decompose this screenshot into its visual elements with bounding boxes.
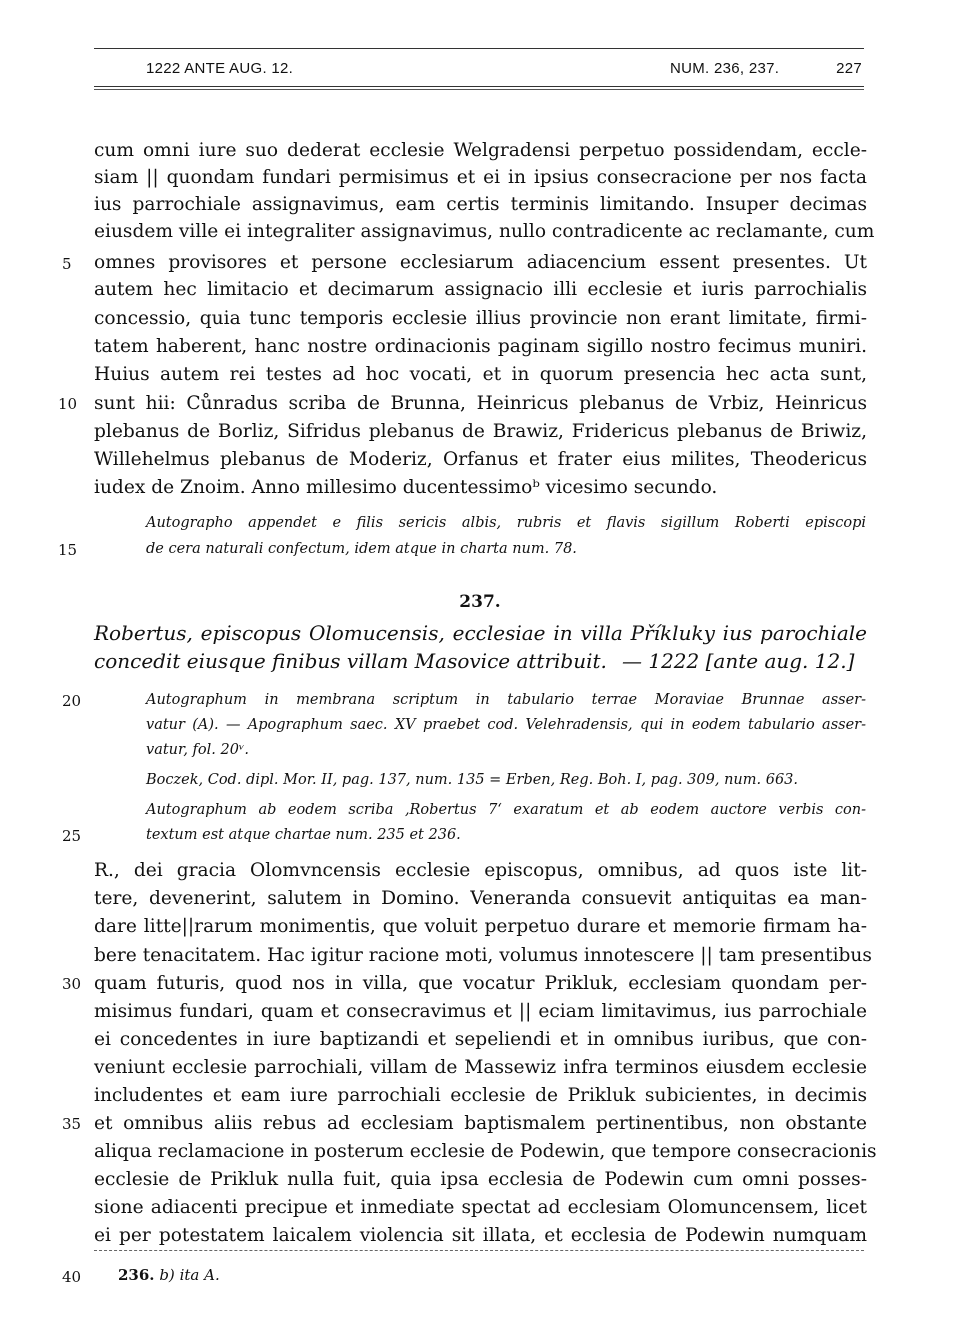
header-doc-numbers: NUM. 236, 237.	[670, 60, 780, 77]
header-rule-bottom	[94, 86, 864, 87]
footnote-ref: 236.	[118, 1266, 155, 1284]
text-236-line: Huius autem rei testes ad hoc vocati, et in quorum presencia hec acta sunt,	[94, 364, 867, 385]
line-number: 15	[58, 541, 78, 559]
line-number: 25	[62, 827, 82, 845]
text-236-line: ius parrochiale assignavimus, eam certis terminis limitando. Insuper decimas	[94, 194, 867, 215]
page-number: 227	[836, 60, 862, 77]
text-236-line: concessio, quia tunc temporis ecclesie illius provincie non erant limitate, firmi-	[94, 308, 867, 329]
text-237-line: ei per potestatem laicalem violencia sit illata, et ecclesia de Podewin numquam	[94, 1225, 867, 1246]
line-number: 10	[58, 395, 78, 413]
text-236-line: Willehelmus plebanus de Moderiz, Orfanus et frater eius milites, Theodericus	[94, 449, 867, 470]
footnote-text: ita A.	[179, 1266, 220, 1284]
text-237-line: dare litte||rarum monimentis, que voluit perpetuo durare et memorie firmam ha-	[94, 916, 867, 937]
note-237-line: Autographum ab eodem scriba ‚Robertus 7‘ exaratum et ab eodem auctore verbis con-	[146, 802, 866, 818]
note-237-edition: Boczek, Cod. dipl. Mor. II, pag. 137, num. 135 = Erben, Reg. Boh. I, pag. 309, num. 663.	[146, 772, 799, 788]
note-237-line: vatur (A). — Apographum saec. XV praebet cod. Velehradensis, qui in eodem tabulario asser-	[146, 717, 866, 733]
text-236-line: omnes provisores et persone ecclesiarum adiacencium essent presentes. Ut	[94, 252, 867, 273]
regest-line: Robertus, episcopus Olomucensis, ecclesiae in villa Příkluky ius parochiale	[94, 621, 867, 645]
text-237-line: veniunt ecclesie parrochiali, villam de Massewiz infra terminos eiusdem ecclesie	[94, 1057, 867, 1078]
line-number: 35	[62, 1115, 82, 1133]
footnote-rule	[94, 1250, 864, 1251]
text-237-line: includentes et eam iure parrochiali ecclesie de Prikluk subicientes, in decimis	[94, 1085, 867, 1106]
document-number: 237.	[459, 592, 501, 612]
running-header	[94, 48, 864, 94]
text-236-line: cum omni iure suo dederat ecclesie Welgradensi perpetuo possidendam, eccle-	[94, 140, 867, 161]
line-number: 30	[62, 975, 82, 993]
text-237-line: et omnibus aliis rebus ad ecclesiam baptismalem pertinentibus, non obstante	[94, 1113, 867, 1134]
text-237-line: tere, devenerint, salutem in Domino. Veneranda consuevit antiquitas ea man-	[94, 888, 867, 909]
text-237-line: R., dei gracia Olomvncensis ecclesie episcopus, omnibus, ad quos iste lit-	[94, 860, 867, 881]
line-number: 20	[62, 692, 82, 710]
note-237-line: textum est atque chartae num. 235 et 236.	[146, 827, 461, 843]
line-number: 5	[62, 255, 72, 273]
line-number: 40	[62, 1268, 82, 1286]
note-236-line: Autographo appendet e filis sericis albis, rubris et flavis sigillum Roberti episcopi	[146, 515, 866, 531]
text-237-line: ei concedentes in iure baptizandi et sepeliendi et in omnibus iuribus, que con-	[94, 1029, 867, 1050]
text-237-line: quam futuris, quod nos in villa, que vocatur Prikluk, ecclesiam quondam per-	[94, 973, 867, 994]
regest-line: concedit eiusque finibus villam Masovice attribuit.	[94, 649, 607, 673]
note-236-line: de cera naturali confectum, idem atque in charta num. 78.	[146, 541, 577, 557]
footnote	[118, 1266, 220, 1284]
text-236-line: tatem haberent, hanc nostre ordinacionis paginam sigillo nostro fecimus muniri.	[94, 336, 867, 357]
text-237-line: sione adiacenti precipue et inmediate spectat ad ecclesiam Olomuncensem, licet	[94, 1197, 867, 1218]
header-rule-top	[94, 48, 864, 49]
document-date: — 1222 [ante aug. 12.]	[622, 649, 855, 673]
text-237-line: bere tenacitatem. Hac igitur racione moti, volumus innotescere || tam presentibus	[94, 945, 872, 966]
text-236-line: plebanus de Borliz, Sifridus plebanus de Brawiz, Fridericus plebanus de Briwiz,	[94, 421, 867, 442]
text-236-line: iudex de Znoim. Anno millesimo ducentessimoᵇ vicesimo secundo.	[94, 477, 718, 498]
footnote-mark: b)	[159, 1266, 175, 1284]
text-236-line: autem hec limitacio et decimarum assignacio illi ecclesie et iuris parrochialis	[94, 279, 867, 300]
note-237-line: vatur, fol. 20ᵛ.	[146, 742, 249, 758]
text-236-line: eiusdem ville ei integraliter assignavimus, nullo contradicente ac reclamante, cum	[94, 221, 875, 242]
header-rule-bottom-double	[94, 89, 864, 90]
header-date: 1222 ANTE AUG. 12.	[146, 60, 294, 77]
text-237-line: aliqua reclamacione in posterum ecclesie de Podewin, que tempore consecracionis	[94, 1141, 877, 1162]
text-237-line: ecclesie de Prikluk nulla fuit, quia ipsa ecclesia de Podewin cum omni posses-	[94, 1169, 867, 1190]
text-236-line: siam || quondam fundari permisimus et ei in ipsius consecracione per nos facta	[94, 167, 867, 188]
text-237-line: misimus fundari, quam et consecravimus et || eciam limitavimus, ius parrochiale	[94, 1001, 867, 1022]
text-236-line: sunt hii: Cůnradus scriba de Brunna, Heinricus plebanus de Vrbiz, Heinricus	[94, 393, 867, 414]
note-237-line: Autographum in membrana scriptum in tabulario terrae Moraviae Brunnae asser-	[146, 692, 866, 708]
